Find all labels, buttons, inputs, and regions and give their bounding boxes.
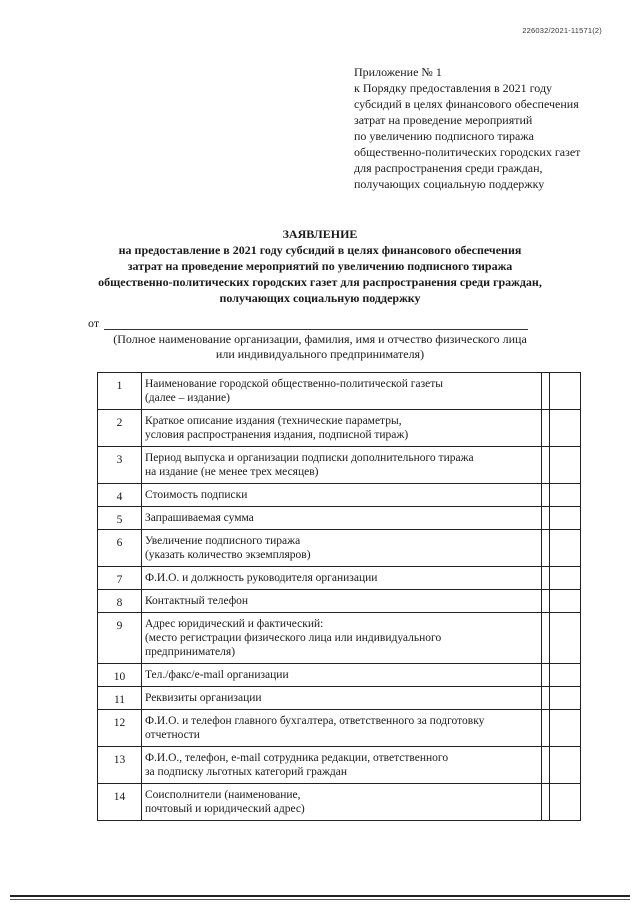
row-value-cell[interactable] (542, 613, 550, 664)
hint-line: (Полное наименование организации, фамилия, имя и отчество физического лица (113, 332, 527, 346)
row-value-cell[interactable] (549, 590, 580, 613)
row-value-cell[interactable] (542, 567, 550, 590)
row-number: 1 (98, 373, 142, 410)
bottom-rule (10, 895, 630, 897)
table-row (98, 687, 581, 710)
appendix-line: к Порядку предоставления в 2021 году (354, 81, 553, 95)
appendix-line: общественно-политических городских газет (354, 145, 581, 159)
row-description-line: Тел./факс/e-mail организации (144, 669, 289, 681)
row-value-cell[interactable] (549, 687, 580, 710)
row-number: 5 (98, 507, 142, 530)
row-description (141, 613, 541, 664)
row-description (141, 784, 541, 821)
row-description-line: Соисполнители (наименование, (144, 789, 301, 801)
row-description-line: Адрес юридический и фактический: (144, 618, 324, 630)
appendix-line: получающих социальную поддержку (354, 177, 545, 191)
row-description (141, 447, 541, 484)
row-description-line: (далее – издание) (144, 392, 230, 404)
row-description (141, 530, 541, 567)
appendix-note (354, 64, 624, 192)
row-number: 11 (98, 687, 142, 710)
row-value-cell[interactable] (549, 447, 580, 484)
row-description-line: отчетности (144, 729, 200, 741)
table-row (98, 613, 581, 664)
row-number: 7 (98, 567, 142, 590)
table-row (98, 373, 581, 410)
row-number: 2 (98, 410, 142, 447)
row-description-line: (указать количество экземпляров) (144, 549, 311, 561)
row-value-cell[interactable] (549, 507, 580, 530)
row-value-cell[interactable] (542, 507, 550, 530)
row-description-line: предпринимателя) (144, 646, 236, 658)
row-value-cell[interactable] (542, 447, 550, 484)
appendix-line: Приложение № 1 (354, 65, 442, 79)
row-description-line: почтовый и юридический адрес) (144, 803, 305, 815)
from-label: от (88, 316, 100, 330)
row-number: 12 (98, 710, 142, 747)
table-row (98, 784, 581, 821)
row-number: 4 (98, 484, 142, 507)
row-value-cell[interactable] (542, 373, 550, 410)
row-description (141, 507, 541, 530)
applicant-field[interactable] (88, 316, 528, 332)
row-description-line: Ф.И.О. и телефон главного бухгалтера, ответственного за подготовку (144, 715, 485, 727)
row-description (141, 484, 541, 507)
row-value-cell[interactable] (549, 484, 580, 507)
row-value-cell[interactable] (549, 747, 580, 784)
row-description-line: условия распространения издания, подписной тираж) (144, 429, 409, 441)
row-description-line: Запрашиваемая сумма (144, 512, 254, 524)
row-value-cell[interactable] (549, 664, 580, 687)
row-value-cell[interactable] (549, 410, 580, 447)
appendix-line: для распространения среди граждан, (354, 161, 543, 175)
row-description (141, 710, 541, 747)
row-description-line: Наименование городской общественно-политической газеты (144, 378, 443, 390)
row-description-line: на издание (не менее трех месяцев) (144, 466, 319, 478)
row-value-cell[interactable] (542, 530, 550, 567)
row-description-line: Ф.И.О., телефон, e-mail сотрудника редакции, ответственного (144, 752, 449, 764)
document-title (0, 226, 640, 306)
row-description-line: Период выпуска и организации подписки дополнительного тиража (144, 452, 474, 464)
row-description-line: Увеличение подписного тиража (144, 535, 301, 547)
appendix-line: затрат на проведение мероприятий (354, 113, 533, 127)
appendix-line: субсидий в целях финансового обеспечения (354, 97, 579, 111)
row-value-cell[interactable] (549, 710, 580, 747)
row-number: 13 (98, 747, 142, 784)
title-line: получающих социальную поддержку (219, 291, 421, 305)
row-description (141, 373, 541, 410)
row-description (141, 410, 541, 447)
row-value-cell[interactable] (542, 410, 550, 447)
row-number: 14 (98, 784, 142, 821)
row-description (141, 664, 541, 687)
row-description (141, 747, 541, 784)
table-row (98, 590, 581, 613)
applicant-hint (0, 332, 640, 362)
row-number: 9 (98, 613, 142, 664)
row-description-line: (место регистрации физического лица или индивидуального (144, 632, 442, 644)
row-value-cell[interactable] (549, 373, 580, 410)
title-line: затрат на проведение мероприятий по увеличению подписного тиража (127, 259, 513, 273)
row-value-cell[interactable] (542, 784, 550, 821)
row-value-cell[interactable] (549, 613, 580, 664)
row-description-line: Контактный телефон (144, 595, 249, 607)
table-row (98, 664, 581, 687)
row-description-line: Реквизиты организации (144, 692, 262, 704)
hint-line: или индивидуального предпринимателя) (215, 347, 425, 361)
row-value-cell[interactable] (542, 664, 550, 687)
title-line: на предоставление в 2021 году субсидий в целях финансового обеспечения (118, 243, 522, 257)
table-row (98, 507, 581, 530)
row-number: 6 (98, 530, 142, 567)
row-description-line: за подписку льготных категорий граждан (144, 766, 347, 778)
row-value-cell[interactable] (542, 710, 550, 747)
table-row (98, 410, 581, 447)
table-row (98, 567, 581, 590)
appendix-line: по увеличению подписного тиража (354, 129, 534, 143)
table-row (98, 710, 581, 747)
row-value-cell[interactable] (549, 567, 580, 590)
row-value-cell[interactable] (542, 484, 550, 507)
row-value-cell[interactable] (542, 687, 550, 710)
row-description-line: Краткое описание издания (технические параметры, (144, 415, 402, 427)
row-number: 8 (98, 590, 142, 613)
row-number: 3 (98, 447, 142, 484)
table-row (98, 747, 581, 784)
row-value-cell[interactable] (542, 590, 550, 613)
bottom-rule-secondary (10, 899, 630, 900)
row-description (141, 687, 541, 710)
row-value-cell[interactable] (542, 747, 550, 784)
row-number: 10 (98, 664, 142, 687)
row-value-cell[interactable] (549, 784, 580, 821)
application-table (97, 372, 581, 821)
table-row (98, 530, 581, 567)
document-id: 226032/2021-11571(2) (522, 26, 602, 35)
row-description-line: Ф.И.О. и должность руководителя организации (144, 572, 378, 584)
table-row (98, 484, 581, 507)
title-line: общественно-политических городских газет для распространения среди граждан, (98, 275, 542, 289)
row-description (141, 567, 541, 590)
title-line: ЗАЯВЛЕНИЕ (282, 227, 358, 241)
row-description (141, 590, 541, 613)
row-description-line: Стоимость подписки (144, 489, 248, 501)
table-row (98, 447, 581, 484)
applicant-name-line[interactable] (104, 329, 528, 330)
row-value-cell[interactable] (549, 530, 580, 567)
